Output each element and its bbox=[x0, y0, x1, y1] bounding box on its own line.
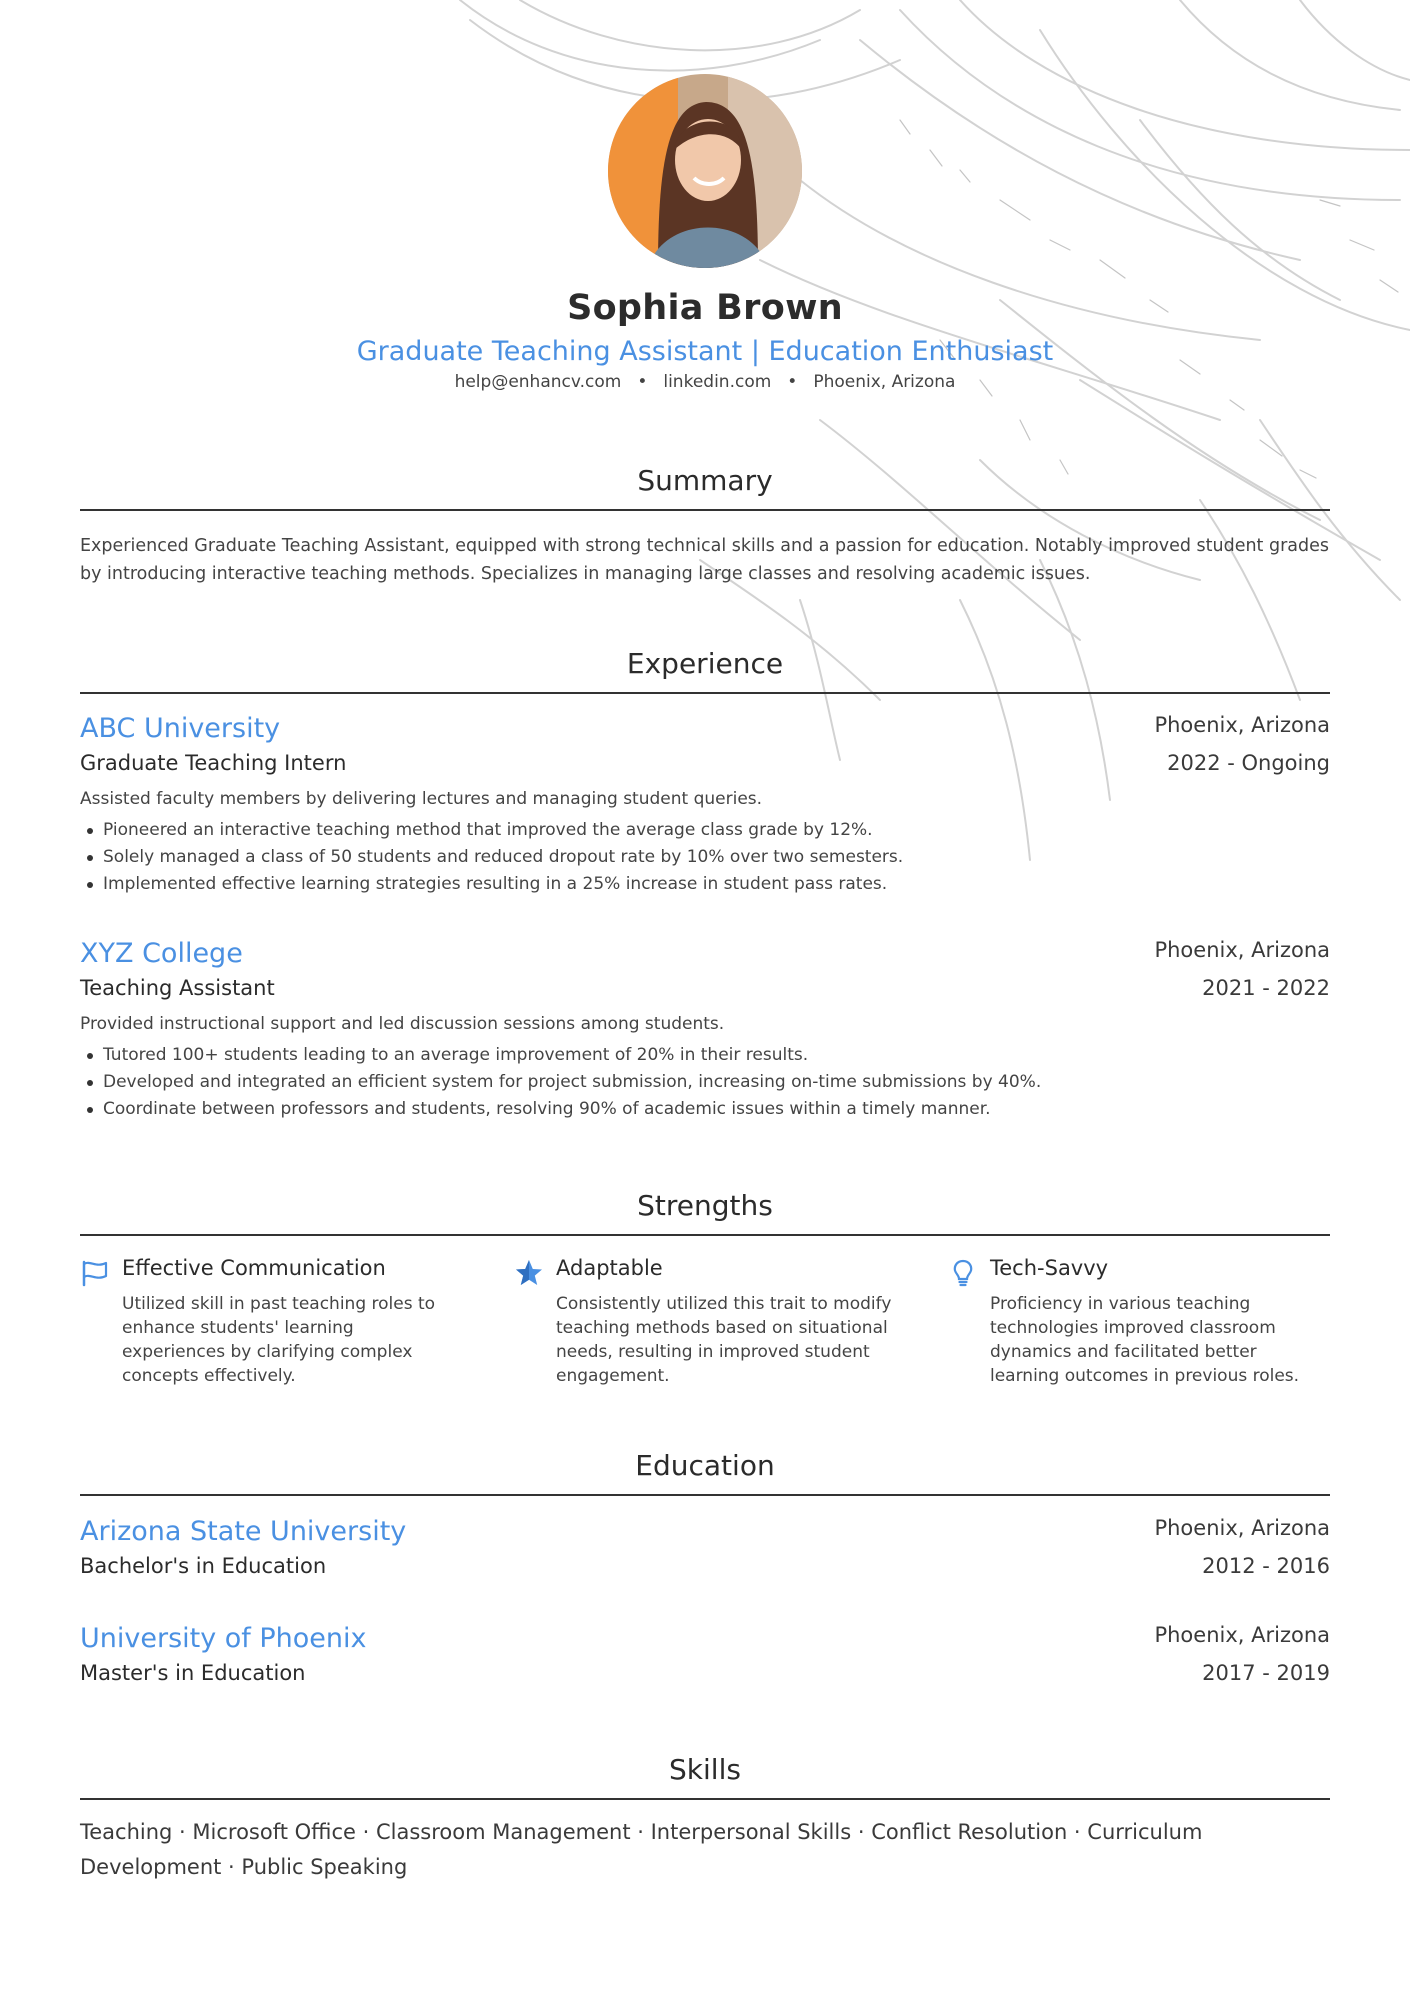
strength-title: Tech-Savvy bbox=[990, 1256, 1109, 1280]
strength-description: Utilized skill in past teaching roles to enhance students' learning experiences by clarifying complex concepts effectively. bbox=[122, 1294, 436, 1386]
achievement-item: Tutored 100+ students leading to an average improvement of 20% in their results. bbox=[80, 1042, 1041, 1069]
profile-photo-illustration bbox=[608, 74, 802, 268]
achievement-item: Implemented effective learning strategies resulting in a 25% increase in student pass rates. bbox=[80, 871, 903, 898]
section-divider bbox=[80, 1798, 1330, 1800]
section-divider bbox=[80, 1234, 1330, 1236]
education-heading: Education bbox=[635, 1449, 775, 1482]
strengths-heading: Strengths bbox=[637, 1189, 773, 1222]
job-location: Phoenix, Arizona bbox=[1154, 713, 1330, 737]
school-name: University of Phoenix bbox=[80, 1623, 367, 1654]
summary-heading: Summary bbox=[637, 464, 773, 497]
flag-icon bbox=[80, 1258, 110, 1288]
strength-title: Adaptable bbox=[556, 1256, 663, 1280]
section-divider bbox=[80, 509, 1330, 511]
achievement-item: Pioneered an interactive teaching method that improved the average class grade by 12%. bbox=[80, 817, 903, 844]
strength-description: Proficiency in various teaching technologies improved classroom dynamics and facilitated better learning outcomes in previous roles. bbox=[990, 1294, 1300, 1386]
candidate-headline: Graduate Teaching Assistant | Education Enthusiast bbox=[356, 336, 1054, 367]
achievement-item: Solely managed a class of 50 students and reduced dropout rate by 10% over two semesters. bbox=[80, 844, 903, 871]
strength-description: Consistently utilized this trait to modify teaching methods based on situational needs, resulting in improved student engagement. bbox=[556, 1294, 892, 1386]
achievement-item: Coordinate between professors and students, resolving 90% of academic issues within a timely manner. bbox=[80, 1096, 1041, 1123]
degree: Master's in Education bbox=[80, 1661, 306, 1685]
skills-list: Teaching · Microsoft Office · Classroom Management · Interpersonal Skills · Conflict Resolution · Curriculum Development · Public Speaking bbox=[80, 1820, 1203, 1879]
job-title: Teaching Assistant bbox=[80, 976, 275, 1000]
star-icon bbox=[514, 1258, 544, 1288]
candidate-name: Sophia Brown bbox=[567, 288, 843, 328]
achievement-list bbox=[80, 1042, 1041, 1123]
job-dates: 2021 - 2022 bbox=[1202, 976, 1330, 1000]
education-dates: 2012 - 2016 bbox=[1202, 1554, 1330, 1578]
avatar bbox=[608, 74, 802, 268]
job-description: Assisted faculty members by delivering lectures and managing student queries. bbox=[80, 789, 763, 809]
separator-dot: • bbox=[637, 372, 648, 392]
school-name: Arizona State University bbox=[80, 1516, 407, 1547]
school-location: Phoenix, Arizona bbox=[1154, 1516, 1330, 1540]
achievement-item: Developed and integrated an efficient system for project submission, increasing on-time submissions by 40%. bbox=[80, 1069, 1041, 1096]
education-dates: 2017 - 2019 bbox=[1202, 1661, 1330, 1685]
strength-title: Effective Communication bbox=[122, 1256, 386, 1280]
contact-linkedin[interactable]: linkedin.com bbox=[663, 372, 772, 392]
contact-email[interactable]: help@enhancv.com bbox=[454, 372, 622, 392]
skills-heading: Skills bbox=[669, 1753, 741, 1786]
experience-heading: Experience bbox=[626, 647, 784, 680]
job-title: Graduate Teaching Intern bbox=[80, 751, 347, 775]
summary-text: Experienced Graduate Teaching Assistant, equipped with strong technical skills and a passion for education. Notably improved student grades by introducing interactive teaching methods. Specializes in managing large classes and resolving academic issues. bbox=[80, 536, 1329, 584]
job-dates: 2022 - Ongoing bbox=[1167, 751, 1330, 775]
section-divider bbox=[80, 692, 1330, 694]
job-description: Provided instructional support and led discussion sessions among students. bbox=[80, 1014, 725, 1034]
achievement-list bbox=[80, 817, 903, 898]
section-divider bbox=[80, 1494, 1330, 1496]
contact-location: Phoenix, Arizona bbox=[813, 372, 956, 392]
job-location: Phoenix, Arizona bbox=[1154, 938, 1330, 962]
contact-line bbox=[80, 372, 1330, 392]
separator-dot: • bbox=[787, 372, 798, 392]
degree: Bachelor's in Education bbox=[80, 1554, 327, 1578]
employer-name: ABC University bbox=[80, 713, 281, 744]
employer-name: XYZ College bbox=[80, 938, 243, 969]
school-location: Phoenix, Arizona bbox=[1154, 1623, 1330, 1647]
lightbulb-icon bbox=[948, 1258, 978, 1288]
